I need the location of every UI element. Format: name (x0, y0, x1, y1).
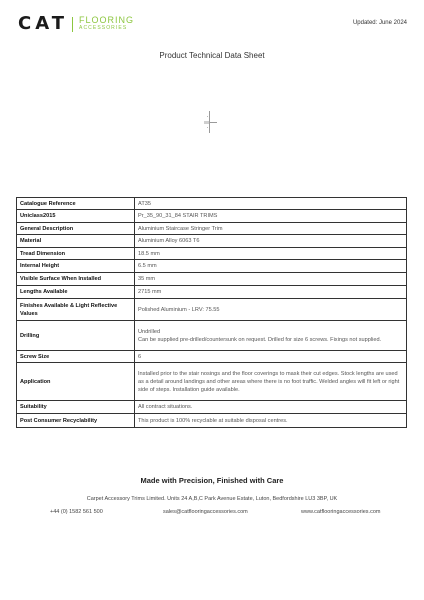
footer-phone[interactable]: +44 (0) 1582 561 500 (50, 509, 103, 515)
brand-logo[interactable] (18, 15, 134, 33)
spec-value: 2715 mm (135, 286, 407, 299)
spec-value: 18.5 mm (135, 248, 407, 260)
footer-tagline: Made with Precision, Finished with Care (140, 476, 284, 485)
spec-table (16, 197, 407, 428)
table-row (17, 223, 407, 235)
footer-website-link[interactable]: www.catflooringaccessories.com (301, 509, 381, 515)
table-row (17, 210, 407, 223)
spec-label: Material (17, 235, 135, 248)
spec-value: Aluminium Staircase Stringer Trim (135, 223, 407, 235)
table-row (17, 248, 407, 260)
spec-label: Finishes Available & Light Reflective Values (17, 299, 135, 321)
spec-label: Lengths Available (17, 286, 135, 299)
header (0, 0, 424, 44)
brand-subtitle-line-2: ACCESSORIES (79, 25, 128, 31)
table-row (17, 198, 407, 210)
spec-value: 6.5 mm (135, 260, 407, 273)
brand-name: CAT (18, 13, 69, 34)
spec-label: Internal Height (17, 260, 135, 273)
stair-trim-profile-icon (198, 110, 222, 134)
spec-label: Screw Size (17, 351, 135, 363)
spec-value-line: Undrilled (138, 328, 161, 335)
spec-label: Drilling (17, 321, 135, 351)
table-row (17, 286, 407, 299)
table-row (17, 321, 407, 351)
brand-subtitle (79, 16, 134, 32)
table-row (17, 351, 407, 363)
table-row (17, 363, 407, 401)
spec-value: 6 (135, 351, 407, 363)
logo-divider (72, 17, 73, 32)
table-row (17, 299, 407, 321)
spec-value: Polished Aluminium - LRV: 75.55 (135, 299, 407, 321)
table-row (17, 235, 407, 248)
spec-value: AT35 (135, 198, 407, 210)
spec-label: Visible Surface When Installed (17, 273, 135, 286)
spec-value: 35 mm (135, 273, 407, 286)
spec-label: Post Consumer Recyclability (17, 414, 135, 428)
spec-label: Tread Dimension (17, 248, 135, 260)
spec-value: Installed prior to the stair nosings and the floor coverings to mask their cut edges. Stock lengths are used as a detail around landings and other areas where there is no foot traffic. Welded angles will fit left or right side of steps. Installation guide available. (135, 363, 407, 401)
spec-label: Application (17, 363, 135, 401)
spec-value: Pr_35_90_31_84 STAIR TRIMS (135, 210, 407, 223)
spec-value: This product is 100% recyclable at suitable disposal centres. (135, 414, 407, 428)
spec-label: Suitability (17, 401, 135, 414)
table-row (17, 401, 407, 414)
updated-date: Updated: June 2024 (352, 20, 407, 26)
spec-value: All contract situations. (135, 401, 407, 414)
footer-email-link[interactable]: sales@catflooringaccessories.com (163, 509, 248, 515)
spec-value (135, 321, 407, 351)
spec-label: Catalogue Reference (17, 198, 135, 210)
table-row (17, 260, 407, 273)
spec-label: General Description (17, 223, 135, 235)
spec-value-line: Can be supplied pre-drilled/countersunk on request. Drilled for size 6 screws. Fixings not supplied. (138, 336, 382, 343)
brand-subtitle-line-1: FLOORING (79, 15, 135, 25)
page-title: Product Technical Data Sheet (159, 51, 265, 60)
table-row (17, 414, 407, 428)
footer-address: Carpet Accessory Trims Limited. Units 24 A,B,C Park Avenue Estate, Luton, Bedfordshire LU3 3BP, UK (86, 496, 338, 502)
spec-label: Uniclass2015 (17, 210, 135, 223)
table-row (17, 273, 407, 286)
spec-value: Aluminium Alloy 6063 T6 (135, 235, 407, 248)
